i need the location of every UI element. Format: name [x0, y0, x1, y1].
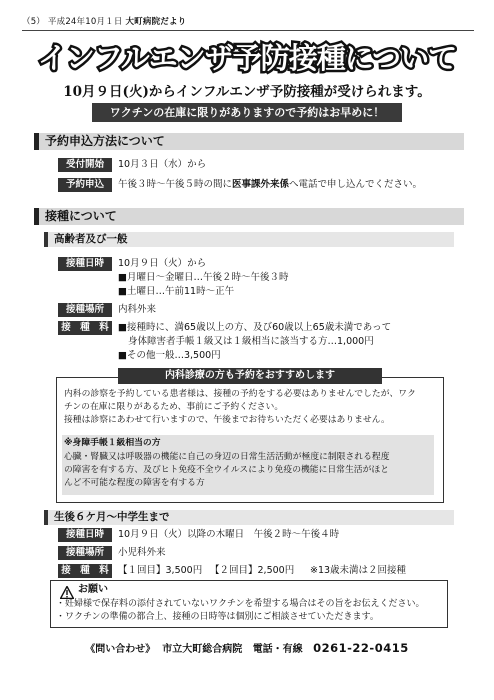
contact-method: 電話・有線 — [252, 644, 303, 655]
elderly-place-tag: 接種場所 — [58, 303, 112, 317]
contact-label: 《問い合わせ》 — [85, 644, 156, 655]
hospital-name: 市立大町総合病院 — [162, 644, 243, 655]
elderly-place-text: 内科外来 — [118, 304, 157, 315]
children-date-text: 10月９日（火）以降の木曜日 午後２時～午後４時 — [118, 529, 340, 540]
newsletter-header — [22, 15, 186, 27]
vaccination-heading: 接種について — [34, 208, 464, 225]
reservation-heading: 予約申込方法について — [34, 133, 464, 150]
note-line-1: 内科の診察を予約している患者様は、接種の予約をする必要はありませんでしたが、ワク — [64, 389, 416, 399]
apply-text-post: へ電話で申し込んでください。 — [289, 179, 423, 190]
children-fee-tag: 接 種 料 — [58, 564, 112, 578]
elderly-heading: 高齢者及び一般 — [44, 232, 454, 247]
apply-text-pre: 午後３時～午後５時の間に — [118, 179, 233, 190]
note-line-3: 接種は診察にあわせて行いますので、午後までお待ちいただく必要はありません。 — [64, 415, 390, 425]
children-fee-second: 【２回目】2,500円 — [210, 565, 295, 576]
start-tag: 受付開始 — [58, 158, 112, 172]
start-text: 10月３日（水）から — [118, 159, 207, 170]
request-line-1: ・妊婦様で保存料の添付されていないワクチンを希望する場合はその旨をお伝えください。 — [56, 599, 425, 609]
page-title: インフルエンザ予防接種について — [37, 41, 457, 75]
appointment-note-title: 内科診療の方も予約をおすすめします — [118, 368, 382, 384]
warning-icon — [60, 584, 74, 597]
children-place-text: 小児科外来 — [118, 547, 166, 558]
elderly-date-line-2: ■月曜日～金曜日…午後２時～午後３時 — [118, 272, 289, 283]
disability-note-title: ※身障手帳１級相当の方 — [64, 438, 161, 448]
contact-footer — [0, 640, 494, 655]
apply-text — [118, 178, 422, 192]
issue-date: 平成24年10月１日 — [47, 17, 123, 27]
disability-note-line-1: 心臓・腎臓又は呼吸器の機能に自己の身辺の日常生活活動が極度に制限される程度 — [64, 452, 390, 462]
stock-notice-banner: ワクチンの在庫に限りがありますので予約はお早めに！ — [92, 103, 402, 122]
elderly-fee-line-1: ■接種時に、満65歳以上の方、及び60歳以上65歳未満であって — [118, 322, 392, 333]
children-fee-note: ※13歳未満は２回接種 — [310, 565, 407, 576]
page-subtitle: 10月９日(火)からインフルエンザ予防接種が受けられます。 — [63, 84, 431, 100]
note-line-2: チンの在庫に限りがあるため、事前にご予約ください。 — [64, 402, 284, 412]
apply-dept: 医事課外来係 — [232, 179, 290, 190]
children-date-tag: 接種日時 — [58, 528, 112, 542]
elderly-fee-tag: 接 種 料 — [58, 321, 112, 335]
apply-tag: 予約申込 — [58, 178, 112, 192]
elderly-date-tag: 接種日時 — [58, 257, 112, 271]
publication-name: 大町病院だより — [125, 17, 187, 27]
issue-number: （5） — [22, 17, 46, 27]
elderly-date-line-1: 10月９日（火）から — [118, 258, 207, 269]
children-heading: 生後６ケ月～中学生まで — [44, 510, 454, 525]
header-divider — [22, 30, 474, 31]
elderly-fee-line-2: 身体障害者手帳１級又は１級相当に該当する方…1,000円 — [128, 336, 374, 347]
elderly-fee-line-3: ■その他一般…3,500円 — [118, 350, 221, 361]
request-title: お願い — [78, 584, 108, 595]
phone-number: 0261-22-0415 — [313, 641, 409, 655]
elderly-date-line-3: ■土曜日…午前11時～正午 — [118, 286, 235, 297]
children-fee-first: 【１回目】3,500円 — [118, 565, 203, 576]
children-place-tag: 接種場所 — [58, 546, 112, 560]
disability-note-line-2: の障害を有する方、及びヒト免疫不全ウイルスにより免疫の機能に日常生活がほと — [64, 465, 389, 475]
request-line-2: ・ワクチンの準備の都合上、接種の日時等は個別にご相談させていただきます。 — [56, 612, 379, 622]
disability-note-line-3: んど不可能な程度の障害を有する方 — [64, 478, 205, 488]
